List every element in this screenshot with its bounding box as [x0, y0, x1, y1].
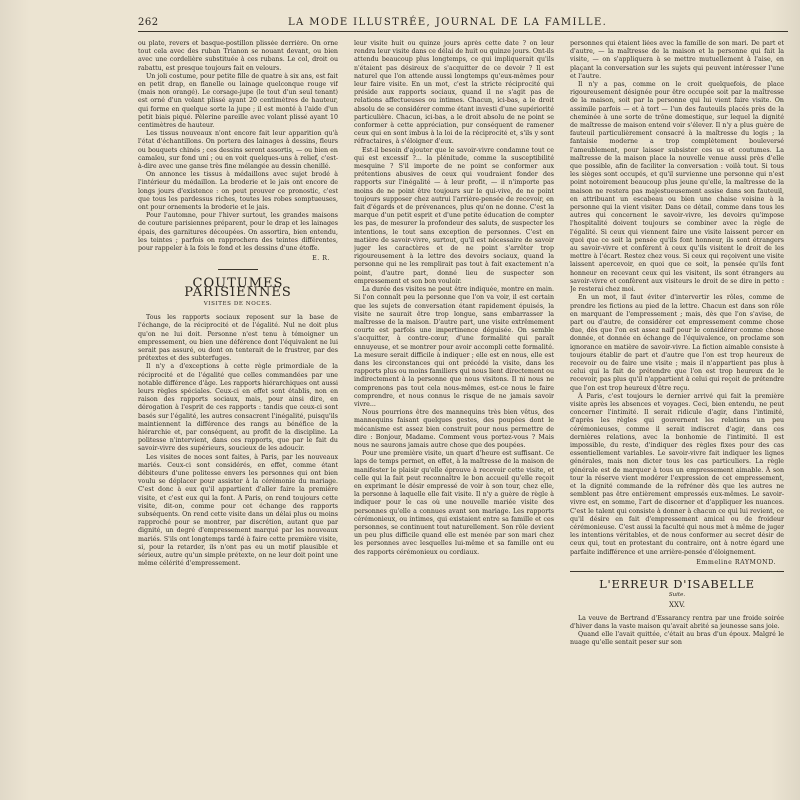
paragraph: Il n'y a d'exceptions à cette règle primordiale de la réciprocité et de l'égalité que celles commandées par une notable différence d'âge. Les rapports hiérarchiques ont aussi leurs règles spéciales. Ceux-ci en effet sont établis, non en raison des rapports sociaux, mais, pour ainsi dire, en dérogation à l'esprit de ces rapports : tandis que ceux-ci sont basés sur l'égalité, les autres consacrent l'inégalité, puisqu'ils maintiennent la différence des rangs au bénéfice de la hiérarchie et, par conséquent, au profit de la discipline. La politesse n'intervient, dans ces rapports, que par le fait du savoir-vivre des supérieurs, soucieux de les adoucir. — [138, 363, 338, 453]
paragraph: La durée des visites ne peut être indiquée, montre en main. Si l'on connaît peu la personne que l'on va voir, il est certain que les sujets de conversation étant rapidement épuisés, la visite ne saurait être trop longue, sans embarrasser la maîtresse de la maison. D'autre part, une visite extrêmement courte est parfois une impertinence déguisée. On semble s'acquitter, à contre-cœur, d'une formalité qui paraît ennuyeuse, et se montrer pour avoir accompli cette formalité. La mesure serait difficile à indiquer ; elle est en nous, elle est dans les circonstances qui ont précédé la visite, dans les rapports plus ou moins familiers qui nous lient directement ou indirectement à la personne que nous visitons. Il ni nous ne comprenons pas tout cela nous-mêmes, est-ce nous le faire comprendre, et nous connus le risque de ne jamais savoir vivre... — [354, 286, 554, 408]
author-signature: Emmeline RAYMOND. — [696, 558, 776, 566]
paragraph: Un joli costume, pour petite fille de quatre à six ans, est fait en petit drap, en flanelle ou lainage quelconque rouge vif (mais non orangé). Le corsage-jupe (le tout d'un seul tenant) est orné d'un volant plissé ayant 20 centimètres de hauteur, qui forme en quelque sorte la jupe ; il est monté à l'aide d'un petit biais piqué. Pèlerine pareille avec volant plissé ayant 10 centimètres de hauteur. — [138, 72, 338, 130]
paragraph: personnes qui étaient liées avec la famille de son mari. De part et d'autre, — la maîtresse de la maison et la personne qui fait la visite, — on s'appliquera à se mettre mutuellement à l'aise, en plaçant la conversation sur les sujets qui peuvent intéresser l'une et l'autre. — [570, 40, 784, 80]
page-number: 262 — [138, 17, 159, 28]
page-header — [138, 15, 788, 32]
divider — [218, 269, 258, 270]
paragraph: Les visites de noces sont faites, à Paris, par les nouveaux mariés. Ceux-ci sont considérés, en effet, comme étant débiteurs d'une politesse envers les personnes qui ont bien voulu se déplacer pour assister à la cérémonie du mariage. C'est donc à eux qu'il appartient d'aller faire la première visite, et c'est eux qui la font. À Paris, on rend toujours cette visite, dit-on, comme pour cet échange des rapports subséquents. On rend cette visite dans un délai plus ou moins rapproché pour se montrer, par discrétion, autant que par dignité, un degré d'empressement marqué par les nouveaux mariés. S'ils ont longtemps tardé à faire cette première visite, si, pour la retarder, ils n'ont pas eu un motif plausible et sérieux, autre qu'un simple prétexte, on ne leur doit point une même célérité d'empressement. — [138, 453, 338, 568]
running-title: LA MODE ILLUSTRÉE, JOURNAL DE LA FAMILLE. — [288, 17, 608, 28]
paragraph: En un mot, il faut éviter d'intervertir les rôles, comme de prendre les fictions au pied de la lettre. Chacun est dans son rôle en marquant de l'empressement ; mais, dès que l'on s'avise, de part ou d'autre, de considérer cet empressement comme chose due, dès que l'on est assez naïf pour le considérer comme chose donnée, et donnée en échange de l'équivalence, on proclame son ignorance en matière de savoir-vivre. La fiction aimable consiste à toujours établir de part et d'autre que l'on est trop heureux de recevoir ou de faire une visite ; mais il n'appartient pas plus à celui qui la fait de prétendre que l'on est trop heureux de le recevoir, pas plus qu'il n'appartient à celui qui reçoit de prétendre que l'on est trop heureux d'être reçu. — [570, 294, 784, 392]
paragraph: Pour une première visite, un quart d'heure est suffisant. Ce laps de temps permet, en effet, à la maîtresse de la maison de manifester le plaisir qu'elle éprouve à recevoir cette visite, et celle qui la fait peut reconnaître le bon accueil qu'elle reçoit en exprimant le désir empressé de voir à son tour, chez elle, la personne à laquelle elle fait visite. Il n'y a guère de règle à indiquer pour le cas où une nouvelle mariée visite des personnes qu'elle a connues avant son mariage. Les rapports cérémonieux, ou intimes, qui existaient entre sa famille et ces personnes, se continuent tout naturellement. Son rôle devient un peu plus difficile quand elle est menée par son mari chez les personnes avec lesquelles lui-même et sa famille ont eu des rapports cérémonieux ou cordiaux. — [354, 450, 554, 556]
paragraph: Est-il besoin d'ajouter que le savoir-vivre condamne tout ce qui est excessif ?... la plénitude, comme la susceptibilité mesquine ? S'il importe de ne point se conformer aux prétentions abusives de ceux qui voudraient fonder des rapports sur l'inégalité — à leur profit, — il n'importe pas moins de ne point être toujours sur le qui-vive, de ne point toujours supposer chez autrui l'arrière-pensée de recevoir, en fait d'égards et de prévenances, plus qu'on ne donne. C'est la marque d'un petit esprit et d'une petite éducation de compter les pas, de mesurer la profondeur des saluts, de suspecter les intentions, le tout sans exception de personnes. C'est en matière de savoir-vivre, surtout, qu'il est nécessaire de savoir juger les caractères et de ne point s'arrêter trop rigoureusement à la lettre des devoirs sociaux, quand la personne qui ne les remplirait pas tout à fait exactement n'a point, d'autre part, donné lieu de suspecter son empressement et son bon vouloir. — [354, 146, 554, 285]
story-suite-label: Suite. — [668, 592, 686, 599]
paragraph: À Paris, c'est toujours le dernier arrivé qui fait la première visite après les absences et voyages. Ceci, bien entendu, ne peut concerner l'intimité. Il serait ridicule d'agir, dans l'intimité, d'après les règles qui gouvernent les relations un peu cérémonieuses, comme il serait indiscret d'agir, dans ces dernières relations, avec la bonhomie de l'intimité. Il est impossible, du reste, d'indiquer des règles fixes pour des cas essentiellement variables. Le savoir-vivre fait indiquer les lignes générales, mais non dicter tous les cas particuliers. La règle générale est de marquer à tous un empressement aimable. À son tour la réserve vient modérer l'expression de cet empressement, et la dignité commande de la refréner dès que les autres ne semblent pas être entièrement empressés eux-mêmes. Le savoir-vivre est, en somme, l'art de discerner et d'appliquer les nuances. C'est le talent qui consiste à donner à chacun ce qui lui revient, ce qu'il désire en fait d'empressement amical ou de froideur cérémonieuse. C'est aussi la faculté qui nous met à même de juger les intentions véritables, et de nous conformer au secret désir de ceux qui, tout en protestant du contraire, ont à notre égard une parfaite indifférence et une arrière-pensée d'éloignement. — [570, 392, 784, 556]
paragraph: Les tissus nouveaux n'ont encore fait leur apparition qu'à l'état d'échantillons. On portera des lainages à dessins, fleurs ou bouquets chinés ; ces dessins seront assortis, — ou bien en camaïeu, sur fond uni ; ou en voit quelques-uns à relief, c'est-à-dire avec une ganse très fine mélangée au dessin chenillé. — [138, 130, 338, 171]
column-3 — [570, 40, 784, 792]
column-1 — [138, 40, 338, 792]
paragraph: Quand elle l'avait quittée, c'était au bras d'un époux. Malgré le nuage qu'elle sentait peser sur son — [570, 631, 784, 647]
chapter-number: XXV. — [668, 601, 686, 610]
paragraph: La veuve de Bertrand d'Essarancy rentra par une froide soirée d'hiver dans la vaste maison qu'avait abrité sa jeunesse sans joie. — [570, 614, 784, 630]
paragraph: Tous les rapports sociaux reposent sur la base de l'échange, de la réciprocité et de l'égalité. Nul ne doit plus qu'on ne lui doit. Personne n'est tenu à témoigner un empressement, ou bien une déférence dont l'équivalent ne lui serait pas assuré, ou dont on tenterait de le frustrer, par des prétextes et des subterfuges. — [138, 314, 338, 363]
section-title: COUTUMES PARISIENNES — [184, 276, 292, 300]
author-signature: E. R. — [312, 255, 330, 263]
divider — [570, 571, 784, 572]
paragraph: On annonce les tissus à médaillons avec sujet brodé à l'intérieur du médaillon. La broderie et le jais ont encore de longs jours d'existence : on peut prouver ce pronostic, c'est que tous les pardessus riches, toutes les robes somptueuses, ont pour ornements la broderie et le jais. — [138, 171, 338, 212]
column-2 — [354, 40, 554, 792]
story-title: L'ERREUR D'ISABELLE — [599, 577, 755, 591]
paragraph: Pour l'automne, pour l'hiver surtout, les grandes maisons de couture parisiennes préparent, pour le drap et les lainages épais, des garnitures découpées. On assortira, bien entendu, les teintes ; parfois on rapprochera des teintes différentes, pour rappeler à la fois le fond et les dessins d'une étoffe. — [138, 212, 338, 253]
section-subtitle: VISITES DE NOCES. — [203, 300, 273, 307]
paragraph: Nous pourrions être des mannequins très bien vêtus, des mannequins faisant quelques gestes, des poupées dont le mécanisme est assez bien construit pour nous permettre de dire : Bonjour, Madame. Comment vous portez-vous ? Mais nous ne saurons jamais autre chose que des poupées. — [354, 409, 554, 449]
paragraph: Il n'y a pas, comme on le croit quelquefois, de place rigoureusement désignée pour être occupée soit par la maîtresse de la maison, soit par la personne qui lui vient faire visite. On assimile parfois — et à tort — l'un des fauteuils placés près de la cheminée à une sorte de trône domestique, sur lequel la dignité de maîtresse de maison entend voir s'élever. Il n'y a plus guère de fauteuil particulièrement consacré à la maîtresse du logis ; la fantaisie moderne a trop complètement bouleversé l'ameublement, pour laisser subsister ces us et coutumes. La maîtresse de la maison place la nouvelle venue aussi près d'elle que possible, afin de faciliter la conversation : voilà tout. Si tous les sièges sont occupés, et qu'il survienne une personne qui n'est point notoirement beaucoup plus jeune qu'elle, la maîtresse de la maison ne restera pas majestueusement assise dans son fauteuil, en attribuant un escabeau ou bien une chaise voisine à la personne qui la vient visiter. Dans ce détail, comme dans tous les autres qui concernent le savoir-vivre, les devoirs qu'impose l'hospitalité doivent toujours se combiner avec la règle de l'égalité. Si ceux qui viennent faire une visite laissent percer en quoi que ce soit la pensée qu'ils font honneur, ils sont étrangers au savoir-vivre et confèrent à ceux qu'ils visitent le droit de les mettre à l'écart. Restez chez vous. Si ceux qui reçoivent une visite laissent apercevoir, en quoi que ce soit, la pensée qu'ils font honneur en recevant ceux qui les visitent, ils sont étrangers au savoir-vivre et confèrent aux visiteurs le droit de se dire in petto : Je resterai chez moi. — [570, 81, 784, 294]
paragraph: leur visite huit ou quinze jours après cette date ? on leur rendra leur visite dans ce délai de huit ou quinze jours. Ont-ils attendu beaucoup plus longtemps, ce qui impliquerait qu'ils n'étaient pas désireux de s'acquitter de ce devoir ? Il est naturel que l'on attende aussi longtemps qu'eux-mêmes pour leur faire visite. En un mot, c'est la stricte réciprocité qui préside aux rapports sociaux, quand il ne s'agit pas de relations affectueuses ou intimes. Chacun, ici-bas, a le droit absolu de se considérer comme étant investi d'une supériorité particulière. Chacun, ici-bas, a le droit absolu de ne point se conformer à cette appréciation, pur conséquent de ramener ceux qui en sont imbus à la loi de la réciprocité et, s'ils y sont réfractaires, à s'éloigner d'eux. — [354, 40, 554, 146]
paragraph: ou plate, revers et basque-postillon plissée derrière. On orne tout cela avec des ruban Trianon se nouant devant, ou bien avec une cordelière substituée à ces rubans. Le col, droit ou rabattu, est presque toujours fait en velours. — [138, 40, 338, 72]
